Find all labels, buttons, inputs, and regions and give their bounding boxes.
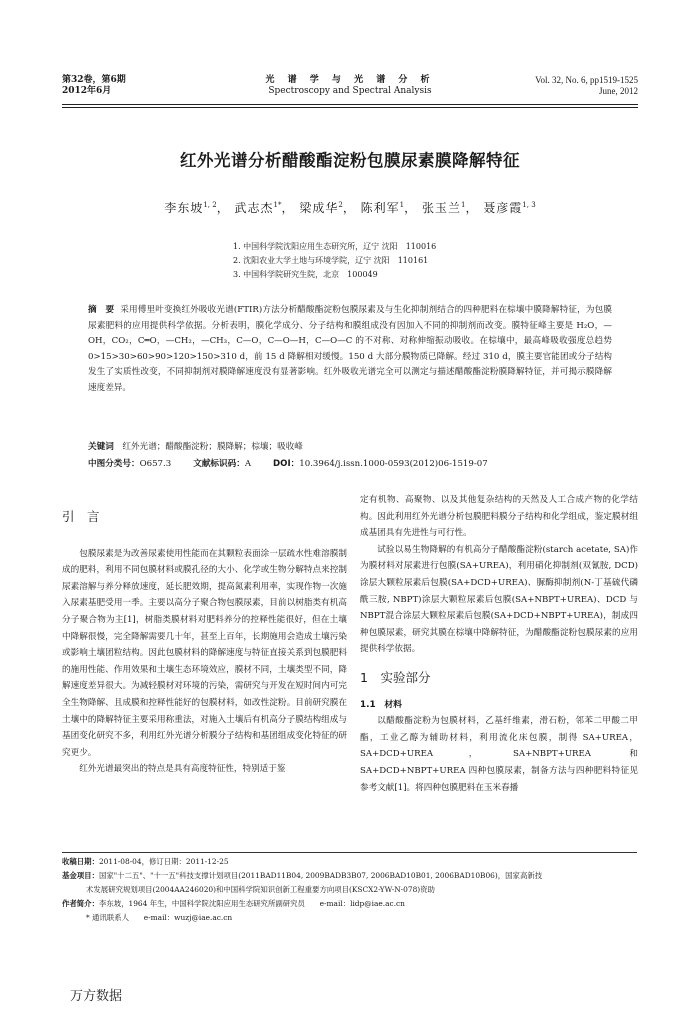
affiliations <box>233 240 436 282</box>
paragraph: 试验以易生物降解的有机高分子醋酸酯淀粉(starch acetate, SA)作为膜材料对尿素进行包膜(SA+UREA)，利用硝化抑制剂(双氰胺, DCD)涂层大颗粒尿素后包膜(SA+DCD+UREA)、脲酶抑制剂(N-丁基硫代磷酰三胺, NBPT)涂层大颗粒尿素后包膜(SA+NBPT+UREA)、DCD 与 NBPT混合涂层大颗粒尿素后包膜(SA+DCD+NBPT+UREA)，制成四种包膜尿素，研究其膜在棕壤中降解特征，为醋酸酯淀粉包膜尿素的应用提供科学依据。 <box>360 544 638 655</box>
footnotes <box>62 855 640 925</box>
journal-citation <box>535 75 638 97</box>
abstract-text: 采用傅里叶变换红外吸收光谱(FTIR)方法分析醋酸酯淀粉包膜尿素及与生化抑制剂结合的四种肥料在棕壤中膜降解特征，为包膜尿素肥料的应用提供科学依据。分析表明，膜化学成分、分子结构和膜组成没有因加入不同的抑制剂而改变。膜特征峰主要是 H₂O，—OH，CO₂，C═O，—CH₂，—CH₃，C—O，C—O—H，C—O—C 的不对称、对称伸缩振动吸收。在棕壤中，最高峰吸收强度总趋势 0>15>30>60>90>120>150>310 d，前 15 d 降解相对缓慢。150 d 大部分膜物质已降解。经过 310 d，膜主要官能团或分子结构发生了实质性改变，不同抑制剂对膜降解速度没有显著影响。红外吸收光谱完全可以测定与描述醋酸酯淀粉膜降解特征，并可揭示膜降解速度差异。 <box>88 305 612 393</box>
author: 陈利军$^1$ <box>360 201 405 215</box>
doc-code-label: 文献标识码： <box>193 459 245 469</box>
subsection-heading: 1.1 材料 <box>360 699 402 710</box>
funding: 基金项目：国家"十二五"、"十一五"科技支撑计划项目(2011BAD11B04, 2009BADB3B07, 2006BAD10B01, 2006BAD10B06)，国家高新技 <box>62 871 543 880</box>
intro-heading: 引 言 <box>62 509 100 524</box>
watermark: 万方数据 <box>70 989 123 1004</box>
author: 武志杰$^{1*}$ <box>234 201 282 215</box>
affiliation: 3. 中国科学院研究生院，北京 100049 <box>233 270 378 279</box>
author-bio: 作者简介：李东坡，1964 年生，中国科学院沈阳应用生态研究所副研究员 e-mail：lidp@iae.ac.cn <box>62 899 405 908</box>
abstract-label: 摘 要 <box>88 305 115 315</box>
journal-name-cn: 光 谱 学 与 光 谱 分 析 <box>265 75 435 85</box>
paragraph: 红外光谱最突出的特点是具有高度特征性，特别适于鉴 <box>79 764 286 775</box>
header-rule-thick <box>62 104 638 105</box>
paragraph: 定有机物、高聚物、以及其他复杂结构的天然及人工合成产物的化学结构。因此利用红外光谱分析包膜肥料膜分子结构和化学组成，鉴定膜材组成基团具有先进性与可行性。 <box>360 495 638 539</box>
paragraph: 包膜尿素是为改善尿素使用性能而在其颗粒表面涂一层疏水性难溶膜制成的肥料，利用不同包膜材料或膜孔径的大小、化学或生物分解特点来控制尿素溶解与养分释放速度，延长肥效期，提高氮素利用率，实现作物一次施入尿素基肥受用一季。主要以高分子聚合物包膜尿素，目前以树脂类有机高分子聚合物为主[1]，树脂类膜材料对肥料养分的控释性能很好，但在土壤中降解很慢，完全降解需要几十年，甚至上百年，长期施用会造成土壤污染或影响土壤团粒结构。因此包膜材料的降解速度与特征直接关系到包膜肥料的施用性能、作用效果和土壤生态环境效应，膜材不同，土壤类型不同，降解速度差异很大。为减轻膜材对环境的污染，需研究与开发在短时间内可完全生物降解、且成膜和控释性能好的包膜材料，如改性淀粉。目前研究膜在土壤中的降解特征主要采用称重法，对施入土壤后有机高分子膜结构组成与基团变化研究不多，利用红外光谱分析膜分子结构和基团组成变化特征的研究更少。 <box>62 548 347 758</box>
keywords-text: 红外光谱；醋酸酯淀粉；膜降解；棕壤；吸收峰 <box>122 442 303 452</box>
paragraph: 以醋酸酯淀粉为包膜材料，乙基纤维素，滑石粉，邻苯二甲酸二甲酯，工业乙醇为辅助材料，利用流化床包膜，制得 SA+UREA，SA+DCD+UREA，SA+NBPT+UREA 和 SA+DCD+NBPT+UREA 四种包膜尿素，制备方法与四种肥料特征见参考文献[1]。将四种包膜肥料在玉米春播 <box>360 716 638 793</box>
author: 聂彦霞$^{1, 3}$ <box>483 201 536 215</box>
footnote-rule <box>62 852 637 853</box>
keywords-label: 关键词 <box>88 442 114 452</box>
volume-pages-en: Vol. 32, No. 6, pp1519-1525 <box>535 75 638 85</box>
abstract <box>88 303 612 396</box>
month-year-en: June, 2012 <box>599 86 638 96</box>
left-column <box>62 509 347 778</box>
classification-line <box>88 457 612 472</box>
funding-cont: 术发展研究规划项目(2004AA246020)和中国科学院知识创新工程重要方向项目(KSCX2-YW-N-078)资助 <box>86 885 435 894</box>
doc-code-value: A <box>244 459 252 469</box>
keywords <box>88 440 612 455</box>
affiliation: 2. 沈阳农业大学土地与环境学院，辽宁 沈阳 110161 <box>233 256 429 265</box>
clc-label: 中图分类号： <box>88 459 140 469</box>
running-header <box>62 75 638 105</box>
affiliation: 1. 中国科学院沈阳应用生态研究所，辽宁 沈阳 110016 <box>233 242 437 251</box>
section-heading: 1 实验部分 <box>360 669 431 685</box>
author: 梁成华$^2$ <box>299 201 343 215</box>
author-list: 李东坡$^{1, 2}$， 武志杰$^{1*}$， 梁成华$^2$， 陈利军$^1$， 张玉兰$^1$， 聂彦霞$^{1, 3}$ <box>164 201 536 215</box>
journal-name-en: Spectroscopy and Spectral Analysis <box>268 86 432 96</box>
doi-value[interactable]: 10.3964/j.issn.1000-0593(2012)06-1519-07 <box>299 459 488 469</box>
author: 张玉兰$^1$ <box>421 201 466 215</box>
clc-value: O657.3 <box>139 459 172 469</box>
volume-issue-cn: 第32卷，第6期 <box>62 75 126 85</box>
paper-title: 红外光谱分析醋酸酯淀粉包膜尿素膜降解特征 <box>180 151 520 170</box>
right-column <box>360 492 638 796</box>
received-date: 收稿日期：2011-08-04，修订日期：2011-12-25 <box>62 857 229 866</box>
year-month-cn: 2012年6月 <box>62 86 112 96</box>
header-rule-thin <box>62 107 638 108</box>
doi-label: DOI： <box>273 459 300 469</box>
corresponding-author: * 通讯联系人 e-mail：wuzj@iae.ac.cn <box>86 913 233 922</box>
author: 李东坡$^{1, 2}$ <box>164 201 217 215</box>
